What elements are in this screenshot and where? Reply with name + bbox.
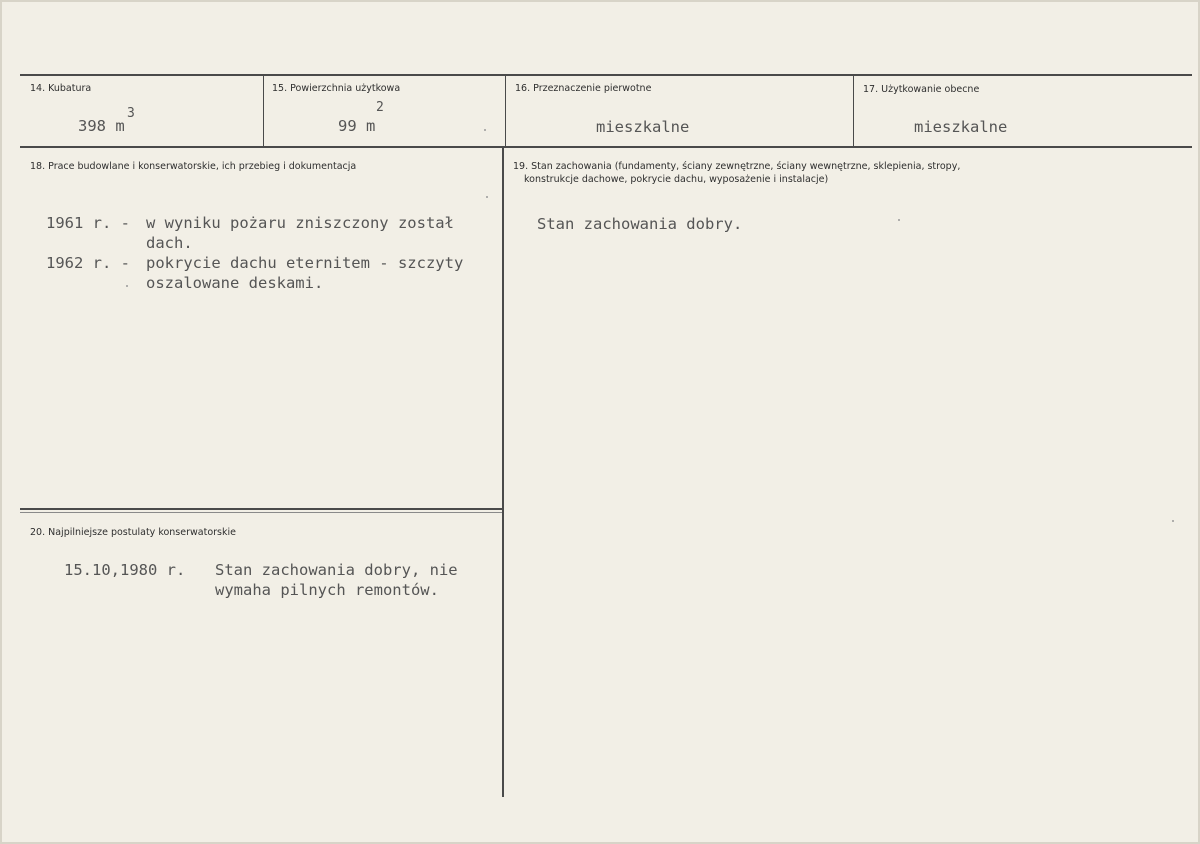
field-19-value: Stan zachowania dobry. — [537, 215, 743, 233]
divider-left-right — [502, 147, 504, 797]
field-18-entry-1-year: 1961 r. - — [46, 214, 130, 232]
field-17-value: mieszkalne — [914, 118, 1008, 136]
paper-speck — [1172, 520, 1174, 522]
field-20-date: 15.10,1980 r. — [64, 561, 186, 579]
paper-speck — [898, 219, 900, 221]
divider-16-17 — [853, 75, 854, 147]
field-18-label: 18. Prace budowlane i konserwatorskie, ich przebieg i dokumentacja — [30, 161, 357, 172]
section18-bottom-rule — [20, 508, 502, 510]
paper-speck — [126, 285, 128, 287]
field-16-value: mieszkalne — [596, 118, 690, 136]
section18-bottom-rule-2 — [20, 512, 502, 513]
field-14-label: 14. Kubatura — [30, 83, 92, 94]
field-18-entry-2-text-cont: oszalowane deskami. — [146, 274, 324, 292]
field-14-value: 398 m — [78, 117, 125, 135]
field-20-text-cont: wymaha pilnych remontów. — [215, 581, 439, 599]
field-16-label: 16. Przeznaczenie pierwotne — [515, 83, 652, 94]
top-rule — [20, 74, 1192, 76]
field-18-entry-2-text: pokrycie dachu eternitem - szczyty — [146, 254, 464, 272]
field-19-label-cont: konstrukcje dachowe, pokrycie dachu, wyposażenie i instalacje) — [524, 174, 829, 185]
field-15-value: 99 m — [338, 117, 376, 135]
divider-15-16 — [505, 75, 506, 147]
field-20-label: 20. Najpilniejsze postulaty konserwatorskie — [30, 527, 236, 538]
field-18-entry-1-text: w wyniku pożaru zniszczony został — [146, 214, 454, 232]
field-17-label: 17. Użytkowanie obecne — [863, 84, 980, 95]
paper-speck — [484, 129, 486, 131]
row1-bottom-rule — [20, 146, 1192, 148]
field-15-label: 15. Powierzchnia użytkowa — [272, 83, 401, 94]
field-15-unit-exponent: 2 — [376, 100, 384, 115]
field-18-entry-1-text-cont: dach. — [146, 234, 193, 252]
paper-speck — [486, 196, 488, 198]
field-19-label: 19. Stan zachowania (fundamenty, ściany zewnętrzne, ściany wewnętrzne, sklepienia, stropy, — [513, 161, 961, 172]
field-20-text: Stan zachowania dobry, nie — [215, 561, 458, 579]
divider-14-15 — [263, 75, 264, 147]
field-18-entry-2-year: 1962 r. - — [46, 254, 130, 272]
field-14-unit-exponent: 3 — [127, 106, 135, 121]
